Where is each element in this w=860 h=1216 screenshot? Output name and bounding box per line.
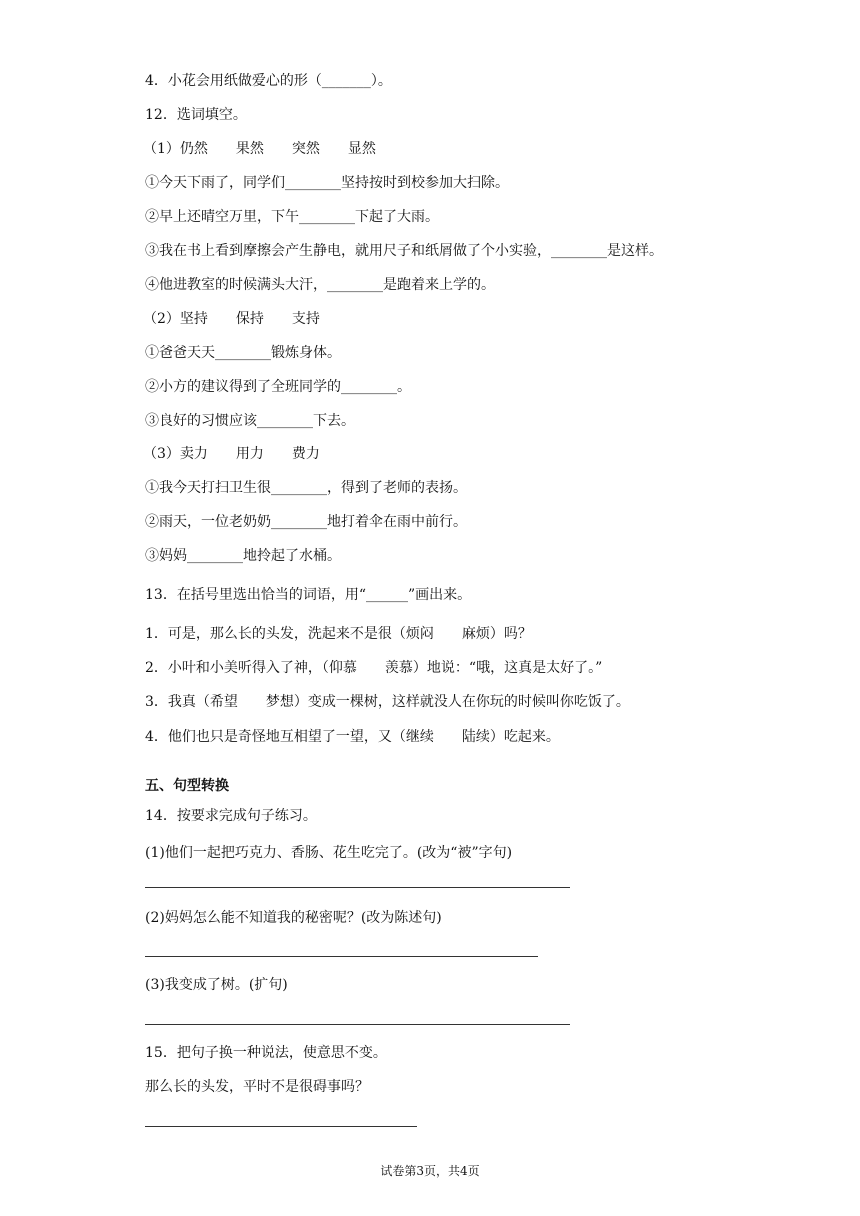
q14-title: 14．按要求完成句子练习。	[145, 808, 317, 824]
q12-part2-options: （2）坚持 保持 支持	[143, 311, 320, 327]
q15-title: 15．把句子换一种说法，使意思不变。	[145, 1045, 387, 1061]
q15-sentence: 那么长的头发，平时不是很碍事吗？	[145, 1079, 369, 1095]
q14-item-3: (3)我变成了树。(扩句)	[145, 977, 288, 993]
q12-part3-options: （3）卖力 用力 费力	[143, 446, 320, 462]
q14-answer-line-3[interactable]	[145, 1024, 570, 1025]
q12-part2-sentence-1: ①爸爸天天________锻炼身体。	[145, 345, 341, 361]
q12-part2-sentence-3: ③良好的习惯应该________下去。	[145, 413, 355, 429]
q12-part1-sentence-4: ④他进教室的时候满头大汗，________是跑着来上学的。	[145, 277, 495, 293]
q13-item-4: 4．他们也只是奇怪地互相望了一望，又（继续 陆续）吃起来。	[145, 729, 560, 745]
section-title: 五、句型转换	[145, 778, 229, 794]
q14-answer-line-1[interactable]	[145, 887, 570, 888]
q12-part3-sentence-2: ②雨天，一位老奶奶________地打着伞在雨中前行。	[145, 514, 467, 530]
q13-item-2: 2．小叶和小美听得入了神，（仰慕 羡慕）地说：“哦，这真是太好了。”	[145, 660, 603, 676]
q12-part3-sentence-3: ③妈妈________地拎起了水桶。	[145, 548, 341, 564]
q12-part3-sentence-1: ①我今天打扫卫生很________，得到了老师的表扬。	[145, 480, 467, 496]
q15-answer-line[interactable]	[145, 1126, 417, 1127]
q12-part1-sentence-2: ②早上还晴空万里，下午________下起了大雨。	[145, 209, 439, 225]
q12-part1-sentence-1: ①今天下雨了，同学们________坚持按时到校参加大扫除。	[145, 175, 509, 191]
q11-item-4: 4．小花会用纸做爱心的形（_______）。	[145, 73, 392, 89]
q12-part1-sentence-3: ③我在书上看到摩擦会产生静电，就用尺子和纸屑做了个小实验，________是这样。	[145, 243, 663, 259]
q12-part1-options: （1）仍然 果然 突然 显然	[143, 141, 376, 157]
q12-title: 12．选词填空。	[145, 107, 247, 123]
q14-answer-line-2[interactable]	[145, 956, 538, 957]
q13-item-1: 1．可是，那么长的头发，洗起来不是很（烦闷 麻烦）吗？	[145, 626, 532, 642]
q14-item-2: (2)妈妈怎么能不知道我的秘密呢？(改为陈述句)	[145, 910, 442, 926]
q13-title: 13．在括号里选出恰当的词语，用“______”画出来。	[145, 587, 472, 603]
q13-item-3: 3．我真（希望 梦想）变成一棵树，这样就没人在你玩的时候叫你吃饭了。	[145, 694, 630, 710]
page-footer: 试卷第3页，共4页	[380, 1164, 480, 1178]
q12-part2-sentence-2: ②小方的建议得到了全班同学的________。	[145, 379, 411, 395]
q14-item-1: (1)他们一起把巧克力、香肠、花生吃完了。(改为“被”字句)	[145, 845, 513, 861]
